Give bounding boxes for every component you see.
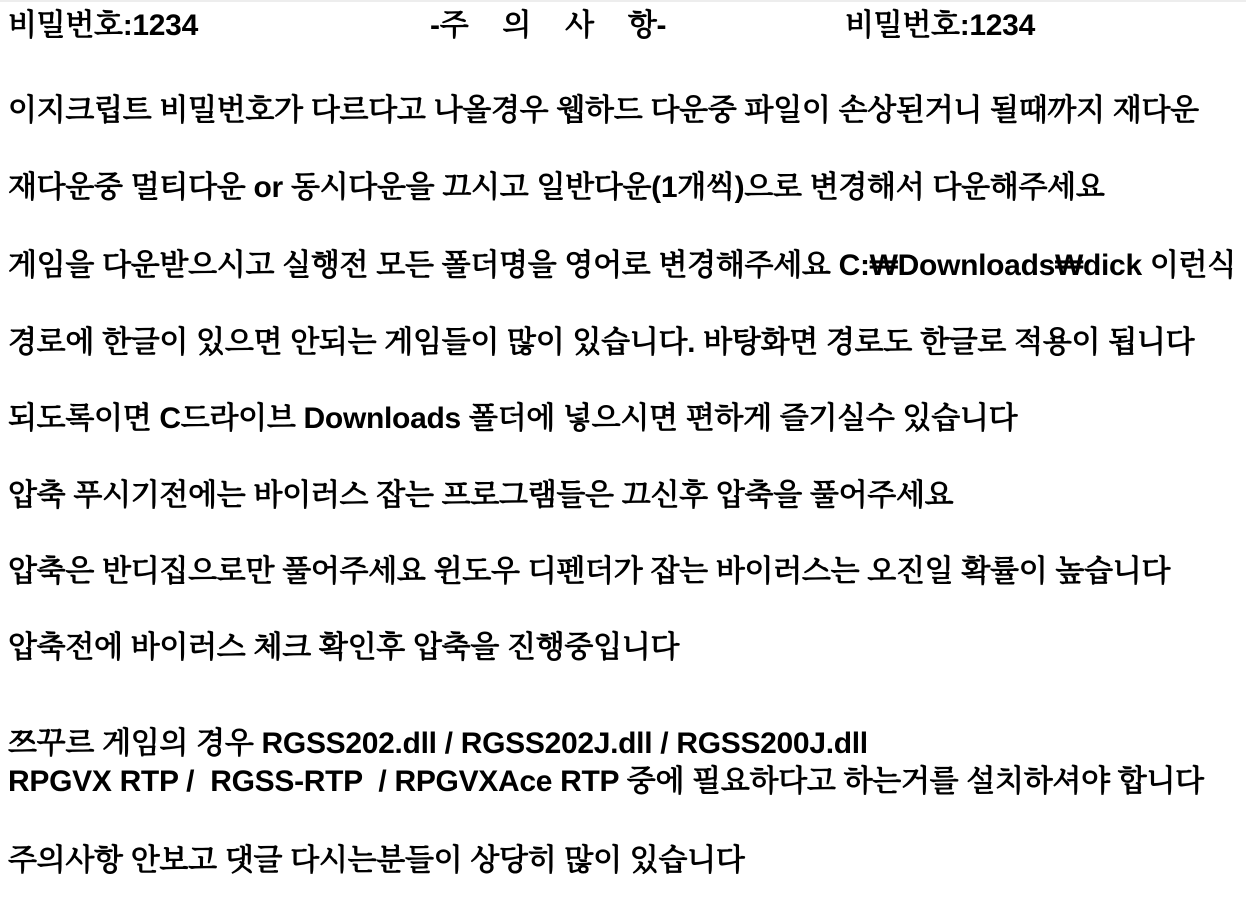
notice-line-warning-footer: 주의사항 안보고 댓글 다시는분들이 상당히 많이 있습니다 (8, 844, 745, 877)
password-left: 비밀번호:1234 (8, 9, 198, 42)
notice-line-antivirus-off: 압축 푸시기전에는 바이러스 잡는 프로그램들은 끄신후 압축을 풀어주세요 (8, 479, 954, 512)
notice-line-redownload: 이지크립트 비밀번호가 다르다고 나올경우 웹하드 다운중 파일이 손상된거니 될때까지 재다운 (8, 94, 1199, 127)
notice-line-virus-check: 압축전에 바이러스 체크 확인후 압축을 진행중입니다 (8, 631, 680, 664)
notice-line-rtp-install: RPGVX RTP / RGSS-RTP / RPGVXAce RTP 중에 필요하다고 하는거를 설치하셔야 합니다 (8, 765, 1204, 798)
notice-title: -주 의 사 항- (430, 9, 667, 42)
notice-line-bandizip: 압축은 반디집으로만 풀어주세요 윈도우 디펜더가 잡는 바이러스는 오진일 확률이 높습니다 (8, 555, 1171, 588)
notice-line-rename-folders: 게임을 다운받으시고 실행전 모든 폴더명을 영어로 변경해주세요 C:₩Downloads₩dick 이런식 (8, 249, 1236, 282)
password-right: 비밀번호:1234 (845, 9, 1035, 42)
notice-line-single-download: 재다운중 멀티다운 or 동시다운을 끄시고 일반다운(1개씩)으로 변경해서 다운해주세요 (8, 171, 1105, 204)
notice-line-c-drive: 되도록이면 C드라이브 Downloads 폴더에 넣으시면 편하게 즐기실수 있습니다 (8, 402, 1018, 435)
notice-line-rgss-dll: 쯔꾸르 게임의 경우 RGSS202.dll / RGSS202J.dll / RGSS200J.dll (8, 727, 868, 760)
notice-line-no-korean-path: 경로에 한글이 있으면 안되는 게임들이 많이 있습니다. 바탕화면 경로도 한글로 적용이 됩니다 (8, 326, 1195, 359)
